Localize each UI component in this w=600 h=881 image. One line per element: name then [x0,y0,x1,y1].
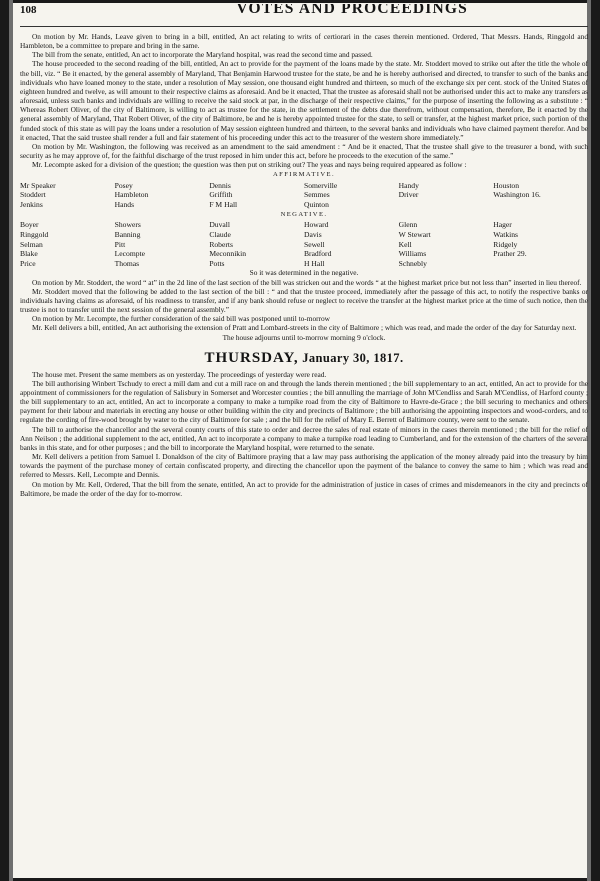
paragraph: The house met. Present the same members as on yesterday. The proceedings of yesterday were read. [32,369,327,379]
vote-row [20,200,588,210]
vote-row [20,220,588,230]
voter-name: Schnebly [398,258,427,268]
paragraph: Mr. Stoddert moved that the following be added to the last section of the bill : “ and that the trustee proceed, immediately after the passage of this act, to notify the respective banks or individuals having claims as aforesaid, of his readiness to transfer, and if any bank should refuse or neglect to receive the transfer at the highest market price at the time of such notice, then the trustee is not to transfer until the next session of the general assembly.” [20,286,588,315]
paragraph: On motion by Mr. Lecompte, the further consideration of the said bill was postponed until to-morrow [32,314,330,324]
paragraph: Mr. Kell delivers a petition from Samuel I. Donaldson of the city of Baltimore praying that a law may pass authorising the application of the money already paid into the treasury by him towards the payment of the purchase money of certain confiscated property, and directing the chancellor upon the payment of the balance to convey the same to him ; which was read and referred to Messrs. Kell, Lecompte and Dennis. [20,452,588,480]
document-page [20,4,588,876]
voter-name: Hager [493,220,512,230]
vote-row [20,249,588,259]
vote-row [20,259,588,269]
voter-name: Bradford [303,249,332,259]
voter-name: Watkins [493,230,518,240]
page-number: 108 [20,4,37,16]
top-paragraphs [20,32,588,169]
voter-name: Driver [398,190,419,200]
voter-name: Stoddert [20,190,46,200]
voter-name: Ringgold [20,230,49,240]
affirmative-heading: AFFIRMATIVE. [272,171,336,179]
day-heading [20,350,588,366]
voter-name: Roberts [209,239,233,249]
voter-name [493,200,588,210]
bottom-paragraphs [20,370,588,498]
voter-name: Meconnikin [209,249,247,259]
voter-name: Hambleton [114,190,149,200]
voter-name: Pitt [114,239,126,249]
voter-name: Duvall [209,220,230,230]
voter-name: F M Hall [209,199,238,209]
vote-record [20,170,588,277]
voter-name [399,200,494,210]
voter-name: Selman [20,239,43,249]
voter-name: Handy [398,180,419,190]
page-title: VOTES AND PROCEEDINGS [236,4,468,17]
voter-name: Posey [114,180,133,190]
voter-name: Howard [303,220,329,230]
paragraph: The house proceeded to the second reading of the bill, entitled, An act to provide for the payment of the loans made by the state. Mr. Stoddert moved to strike out after the title the whole of the bill, viz. “ Be it enacted, by the general assembly of Maryland, That Benjamin Harwood trustee for the state, be and he is hereby authorised and directed, to transfer to such of the banks and individuals who have loaned money to the state, under a resolution of May session, one thousand eight hundred and thirteen, so much of the exchange six per cent. stock of the United States of eighteen hundred and twelve, as will amount to their respective claims as aforesaid. And be it enacted, That the trustee as aforesaid shall not be authorised under this act to make any transfers as aforesaid, unless such banks and individuals are willing to receive the said stock at par, in the discharge of their respective claims,” for the purpose of inserting the following as a substitute : “ Whereas Robert Oliver, of the city of Baltimore, is willing to act as trustee for the state, in the settlement of the debts due therefrom, without compensation, therefore, Be it enacted by the general assembly of Maryland, That Robert Oliver, of the city of Baltimore, be and he is hereby appointed trustee for the state, to sell or transfer, at the highest market price, such portion of the funded stock of this state as will pay the loans under a resolution of May session eighteen hundred and thirteen, to the several banks and individuals who have claimed payment therefor. And be it enacted, That the said trustee shall render a full and fair statement of his proceeding under this act to the treasurer of the western shore immediately.” [20,59,588,142]
voter-name: Semmes [303,190,330,200]
voter-name: Lecompte [114,249,146,259]
middle-paragraphs [20,278,588,333]
voter-name: Glenn [398,220,418,230]
vote-result: So it was determined in the negative. [249,268,359,278]
voter-name: Washington 16. [493,190,541,200]
paragraph: On motion by Mr. Kell, Ordered, That the bill from the senate, entitled, An act to provide for the administration of justice in cases of crimes and misdemeanors in the city and precincts of Baltimore, be made the order of the day for to-morrow. [20,479,588,498]
voter-name: Griffith [209,190,233,200]
voter-name [493,259,588,269]
negative-heading: NEGATIVE. [280,211,328,219]
voter-name: Price [20,258,36,268]
page-header [20,4,588,27]
vote-row [20,230,588,240]
paragraph: The bill from the senate, entitled, An act to incorporate the Maryland hospital, was read the second time and passed. [32,50,373,60]
voter-name: Hands [114,199,135,209]
paragraph: Mr. Lecompte asked for a division of the question; the question was then put on striking out? The yeas and nays being required appeared as follow : [32,160,467,170]
voter-name: Sewell [303,239,325,249]
voter-name: Dennis [209,180,231,190]
voter-name: Blake [20,249,38,259]
voter-name: Potts [209,258,225,268]
paragraph: On motion by Mr. Stoddert, the word “ at” in the 2d line of the last section of the bill was stricken out and the words “ at the highest market price but not less than” inserted in lieu thereof. [32,277,582,287]
vote-row [20,190,588,200]
voter-name: Banning [114,230,141,240]
voter-name: Claude [209,230,231,240]
voter-name: Davis [303,230,322,240]
voter-name: Ridgely [493,239,518,249]
voter-name: Kell [398,239,412,249]
left-page-edge [9,0,13,881]
affirmative-table [20,181,588,210]
voter-name: Jenkins [20,199,43,209]
voter-name: W Stewart [398,230,431,240]
paragraph: Mr. Kell delivers a bill, entitled, An act authorising the extension of Pratt and Lombard-streets in the city of Baltimore ; which was read, and made the order of the day for Saturday next. [32,323,577,333]
day-date: January 30, 1817. [302,350,404,365]
paragraph: On motion by Mr. Hands, Leave given to bring in a bill, entitled, An act relating to writs of certiorari in the cases therein mentioned. Ordered, That Messrs. Hands, Ringgold and Hambleton, be a committee to prepare and bring in the same. [20,32,588,51]
day-weekday: THURSDAY, [204,349,299,366]
paragraph: The bill authorising Winbert Tschudy to erect a mill dam and cut a mill race on and through the lands therein mentioned ; the bill supplementary to an act, entitled, An act to provide for the appointment of commissioners for the regulation of Salisbury in Somerset and Worcester counties ; the bill annulling the marriage of John M'Cendliss and Sarah M'Cendliss, of Harford county ; the bill supplementary to an act, entitled, An act to incorporate a company to make a turnpike road from the city of Baltimore to Havre-de-Grace ; the bill securing to mechanics and others payment for their labour and materials in erecting any house or other building within the city and precincts of Baltimore ; the bill authorising the appointing inspectors and wood-corders, and to regulate the cording of fire-wood brought by water to the city of Baltimore for sale ; and the bill for the relief of Mary E. Berrett of Baltimore county, were sent to the senate. [20,378,588,425]
paragraph: The bill to authorise the chancellor and the several county courts of this state to order and decree the sales of real estate of minors in the cases therein mentioned ; the bill for the relief of Ann Neilson ; the additional supplement to the act, entitled, An act to incorporate a company to make a turnpike road leading to Cumberland, and for the extension of the charters of the several banks in this state, and for other purposes ; and the bill to incorporate the Maryland hospital, were returned to the senate. [20,424,588,452]
voter-name: Quinton [303,199,329,209]
voter-name: Williams [398,249,427,259]
vote-row [20,240,588,250]
voter-name: Houston [493,180,520,190]
voter-name: H Hall [303,258,325,268]
adjournment-line: The house adjourns until to-morrow morning 9 o'clock. [222,332,386,342]
voter-name: Somerville [303,180,338,190]
voter-name: Thomas [114,258,140,268]
voter-name: Boyer [20,220,39,230]
negative-table [20,220,588,268]
paragraph: On motion by Mr. Washington, the following was received as an amendment to the said amendment : “ And be it enacted, That the trustee shall give to the treasurer a bond, with such security as he may approve of, for the faithful discharge of the trust reposed in him under this act, before he proceeds to the execution of the same.” [20,141,588,161]
voter-name: Prather 29. [493,249,527,259]
vote-row [20,181,588,191]
voter-name: Mr Speaker [20,180,56,190]
voter-name: Showers [114,220,141,230]
